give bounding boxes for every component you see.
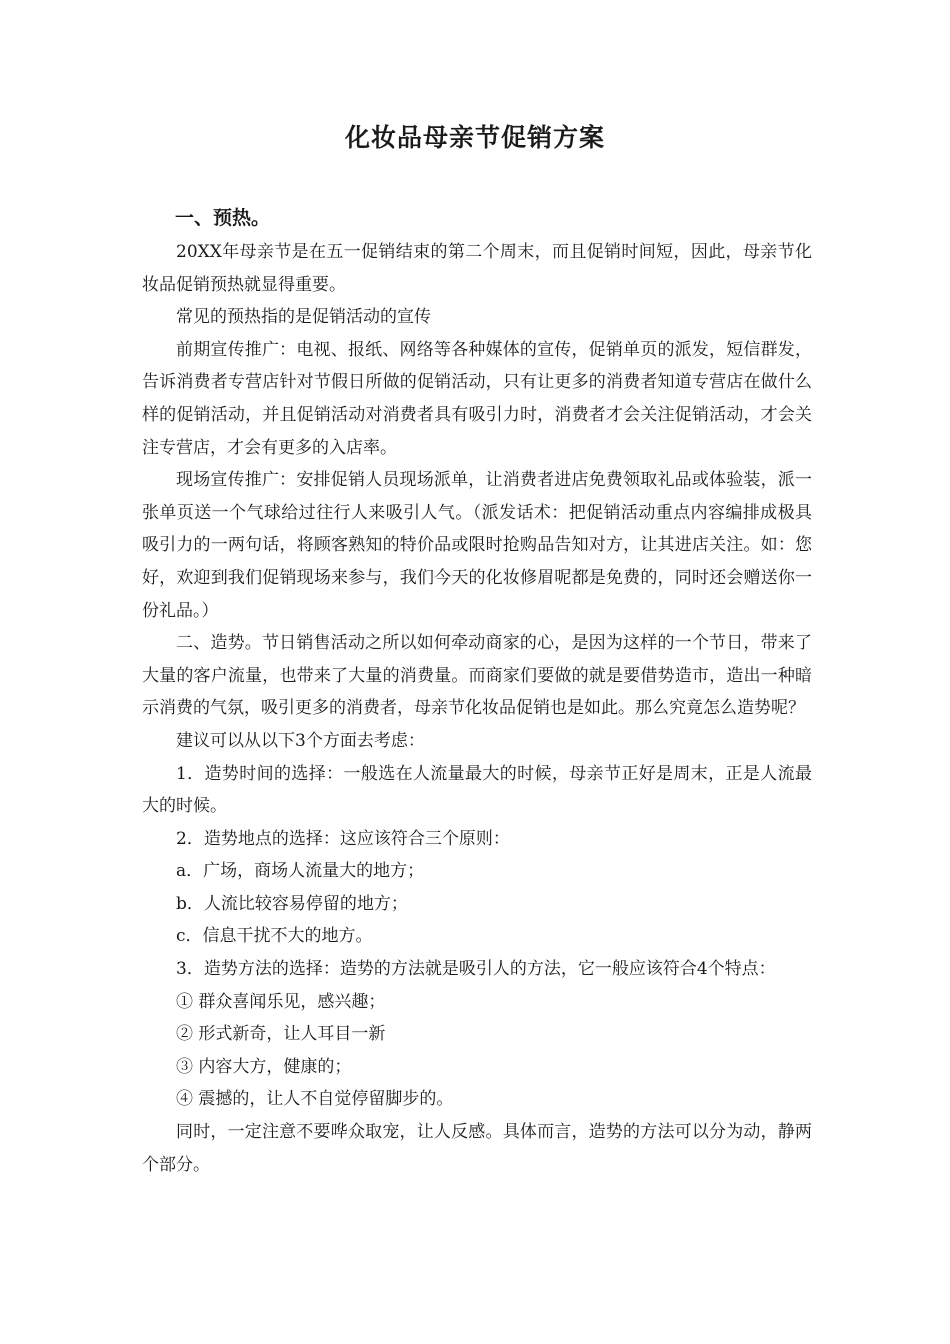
paragraph: 1．造势时间的选择：一般选在人流量最大的时候，母亲节正好是周末，正是人流最大的时候。 (142, 763, 812, 817)
page-title: 化妆品母亲节促销方案 (344, 123, 605, 152)
list-item: ① 群众喜闻乐见，感兴趣； (176, 991, 386, 1012)
list-item: a．广场，商场人流量大的地方； (176, 861, 425, 882)
paragraph: 2．造势地点的选择：这应该符合三个原则： (176, 828, 510, 849)
list-item: ② 形式新奇，让人耳目一新 (176, 1024, 386, 1045)
paragraph: 常见的预热指的是促销活动的宣传 (176, 307, 431, 328)
paragraph: 20XX年母亲节是在五一促销结束的第二个周末，而且促销时间短，因此，母亲节化妆品促销预热就显得重要。 (142, 242, 812, 295)
list-item: ④ 震撼的，让人不自觉停留脚步的。 (176, 1089, 454, 1110)
list-item: b．人流比较容易停留的地方； (176, 893, 408, 914)
list-item: ③ 内容大方，健康的； (176, 1056, 352, 1077)
paragraph: 建议可以从以下3个方面去考虑： (176, 730, 425, 751)
paragraph: 前期宣传推广：电视、报纸、网络等各种媒体的宣传，促销单页的派发，短信群发，告诉消费者专营店针对节假日所做的促销活动，只有让更多的消费者知道专营店在做什么样的促销活动，并且促销活动对消费者具有吸引力时，消费者才会关注促销活动，才会关注专营店，才会有更多的入店率。 (142, 339, 812, 458)
body-text (142, 236, 812, 1181)
list-item: c．信息干扰不大的地方。 (176, 926, 373, 947)
paragraph: 二、造势。节日销售活动之所以如何牵动商家的心，是因为这样的一个节日，带来了大量的客户流量，也带来了大量的消费量。而商家们要做的就是要借势造市，造出一种暗示消费的气氛，吸引更多的消费者，母亲节化妆品促销也是如此。那么究竟怎么造势呢？ (142, 633, 812, 719)
paragraph: 3．造势方法的选择：造势的方法就是吸引人的方法，它一般应该符合4个特点： (176, 959, 776, 980)
section-heading-preheat: 一、预热。 (175, 207, 271, 229)
paragraph: 现场宣传推广：安排促销人员现场派单，让消费者进店免费领取礼品或体验装，派一张单页送一个气球给过往行人来吸引人气。（派发话术：把促销活动重点内容编排成极具吸引力的一两句话，将顾客熟知的特价品或限时抢购品告知对方，让其进店关注。如：您好，欢迎到我们促销现场来参与，我们今天的化妆修眉呢都是免费的，同时还会赠送你一份礼品。） (142, 470, 812, 621)
paragraph: 同时，一定注意不要哗众取宠，让人反感。具体而言，造势的方法可以分为动，静两个部分。 (142, 1122, 812, 1175)
